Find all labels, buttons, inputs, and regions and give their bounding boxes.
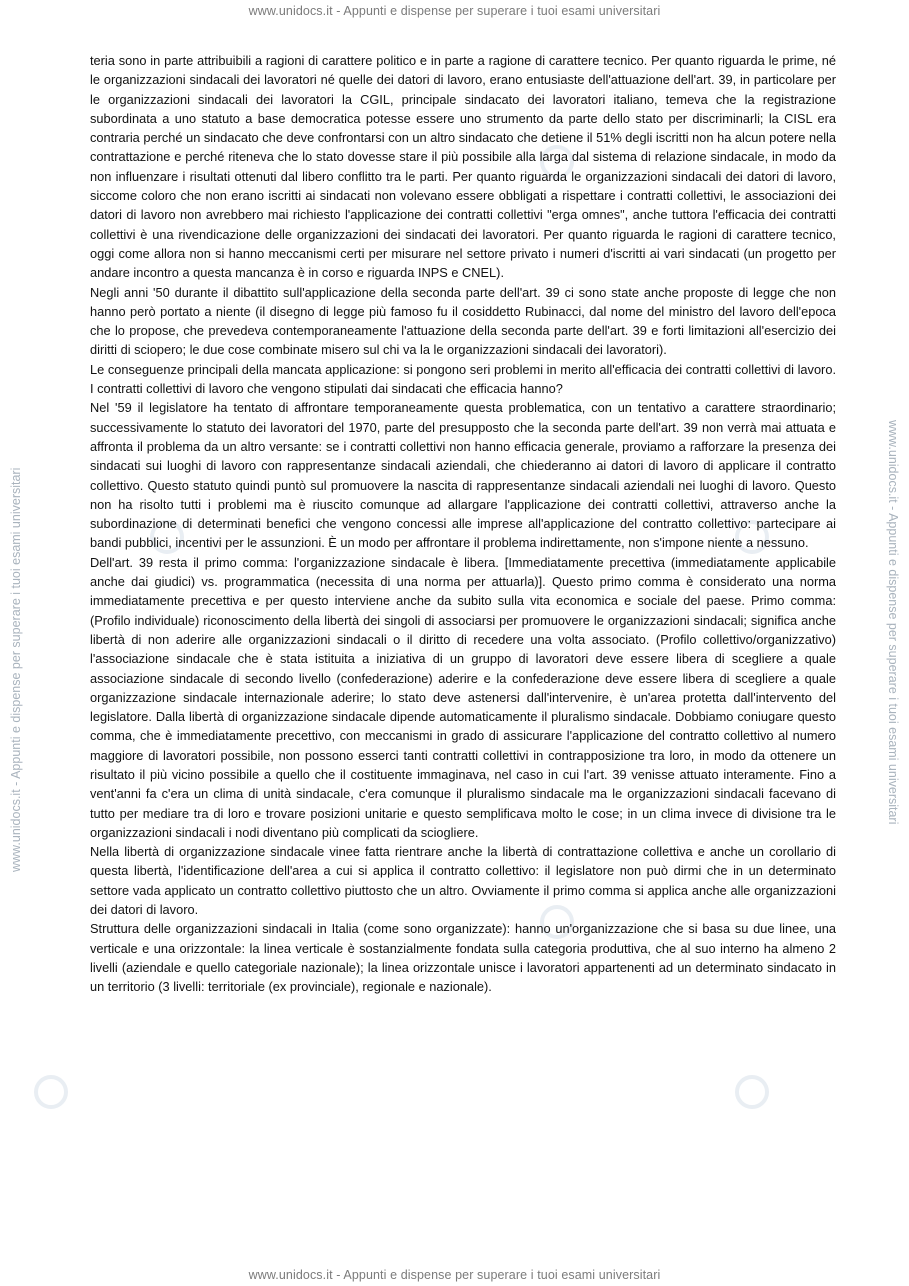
paragraph: Nella libertà di organizzazione sindacale vinee fatta rientrare anche la libertà di contrattazione collettiva e anche un corollario di questa libertà, l'identificazione dell'area a cui si applica il contratto collettivo: il legislatore non può dirmi che in un determinato settore vada applicato un contratto collettivo piuttosto che un altro. Ovviamente il primo comma si applica anche alle organizzazioni dei datori di lavoro. [90,844,836,918]
paragraph: Struttura delle organizzazioni sindacali in Italia (come sono organizzate): hanno un'organizzazione che si basa su due linee, una verticale e una orizzontale: la linea verticale è sostanzialmente fondata sulla categoria produttiva, che al suo interno ha almeno 2 livelli (aziendale e quello categoriale nazionale); la linea orizzontale unisce i lavoratori appartenenti ad un determinato sindacato in un territorio (3 livelli: territoriale (ex provinciale), regionale e nazionale). [90,921,836,995]
paragraph: teria sono in parte attribuibili a ragioni di carattere politico e in parte a ragione di carattere tecnico. Per quanto riguarda le prime, né le organizzazioni sindacali dei lavoratori né quelle dei datori di lavoro, erano entusiaste dell'attuazione dell'art. 39, in particolare per le organizzazioni sindacali dei lavoratori la CGIL, principale sindacato dei lavoratori italiano, temeva che la registrazione subordinata a uno statuto a base democratica potesse essere uno strumento da parte dello stato per discriminarli; la CISL era contraria perché un sindacato che deve confrontarsi con un altro sindacato che detiene il 51% degli iscritti non ha alcun potere nella contrattazione e perché riteneva che lo stato dovesse stare il più possibile alla larga dal sistema di relazione sindacale, in modo da non influenzare i risultati ottenuti dal libero conflitto tra le parti. Per quanto riguarda le organizzazioni sindacali dei datori di lavoro, siccome coloro che non erano iscritti ai sindacati non volevano essere obbligati a rispettare i contratti collettivi, le associazioni dei datori di lavoro non avrebbero mai richiesto l'applicazione dei contratti collettivi "erga omnes", anche tuttora l'efficacia dei contratti collettivi è una rivendicazione delle organizzazioni dei sindacati dei lavoratori. Per quanto riguarda le ragioni di carattere tecnico, oggi come allora non si hanno meccanismi certi per misurare nel settore privato i numeri d'iscritti ai vari sindacati (un progetto per andare incontro a questa mancanza è in corso e riguarda INPS e CNEL). [90,53,836,281]
watermark-side-left: www.unidocs.it - Appunti e dispense per superare i tuoi esami universitari [9,467,23,872]
paragraph: Negli anni '50 durante il dibattito sull'applicazione della seconda parte dell'art. 39 ci sono state anche proposte di legge che non hanno però portato a niente (il disegno di legge più famoso fu il cosiddetto Rubinacci, dal nome del ministro del lavoro dell'epoca che lo propose, che prevedeva contemporaneamente l'attuazione della seconda parte dell'art. 39 e forti limitazioni all'esercizio dei diritti di sciopero; le due cose combinate misero sul chi va la le organizzazioni sindacali dei lavoratori). [90,284,836,358]
watermark-logo-icon [735,1075,769,1109]
watermark-footer: www.unidocs.it - Appunti e dispense per superare i tuoi esami universitari [248,1268,661,1282]
paragraph: Dell'art. 39 resta il primo comma: l'organizzazione sindacale è libera. [Immediatamente precettiva (immediatamente applicabile anche dai giudici) vs. programmatica (necessita di una norma per attuarla)]. Questo primo comma è considerato una norma immediatamente precettiva e per questo interviene anche da subito sulla vita economica e sociale del paese. Primo comma: (Profilo individuale) riconoscimento della libertà dei singoli di associarsi per promuovere le organizzazioni sindacali; significa anche libertà di non aderire alle organizzazioni sindacali o il diritto di recedere una volta associato. (Profilo collettivo/organizzativo) l'associazione sindacale che è stata istituita a iniziativa di un gruppo di lavoratori deve essere libera di scegliere a quale associazione sindacale di secondo livello (confederazione) aderire e la confederazione deve essere libera di scegliere a quale organizzazione sindacale internazionale aderire; lo stato deve astenersi dall'intervenire, è un'area protetta dall'intervento del legislatore. Dalla libertà di organizzazione sindacale dipende automaticamente il pluralismo sindacale. Dobbiamo coniugare questo comma, che è immediatamente precettivo, con meccanismi in grado di assicurare l'applicazione del contratto collettivo al numero maggiore di lavoratori possibile, non possono esserci tanti contratti collettivi in contrapposizione tra loro, in modo da ottenere un risultato il più vicino possibile a quello che il costituente immaginava, nel caso in cui l'art. 39 venisse attuato interamente. Fino a vent'anni fa c'era un clima di unità sindacale, c'era comunque il pluralismo sindacale ma le organizzazioni sindacali facevano di tutto per mediare tra di loro e trovare posizioni unitarie e questo semplificava molto le cose; in un clima invece di divisione tra le organizzazioni sindacali i nodi diventano più complicati da sciogliere. [90,554,836,840]
paragraph: Le conseguenze principali della mancata applicazione: si pongono seri problemi in merito all'efficacia dei contratti collettivi di lavoro. I contratti collettivi di lavoro che vengono stipulati dai sindacati che efficacia hanno? [90,361,836,397]
watermark-side-right: www.unidocs.it - Appunti e dispense per superare i tuoi esami universitari [886,420,900,825]
watermark-logo-icon [34,1075,68,1109]
document-body [90,51,836,997]
watermark-header: www.unidocs.it - Appunti e dispense per superare i tuoi esami universitari [248,4,661,18]
paragraph: Nel '59 il legislatore ha tentato di affrontare temporaneamente questa problematica, con un tentativo a carattere straordinario; successivamente lo statuto dei lavoratori del 1970, parte del presupposto che la seconda parte dell'art. 39 non verrà mai attuata e affronta il problema da un altro versante: se i contratti collettivi non hanno efficacia generale, proviamo a rafforzare la presenza dei sindacati sui luoghi di lavoro con rappresentanze sindacali aziendali, che chiederanno ai datori di lavoro di applicare il contratto collettivo. Questo statuto quindi puntò sul promuovere la nascita di rappresentanze sindacali aziendali nei luoghi di lavoro. Questo non ha risolto tutti i problemi ma è riuscito comunque ad allargare l'applicazione dei contratti collettivi, attraverso anche la subordinazione di determinati benefici che vengono concessi alle imprese all'applicazione del contratto collettivo: partecipare ai bandi pubblici, incentivi per le assunzioni. È un modo per affrontare il problema indirettamente, non s'impone niente a nessuno. [90,400,836,551]
